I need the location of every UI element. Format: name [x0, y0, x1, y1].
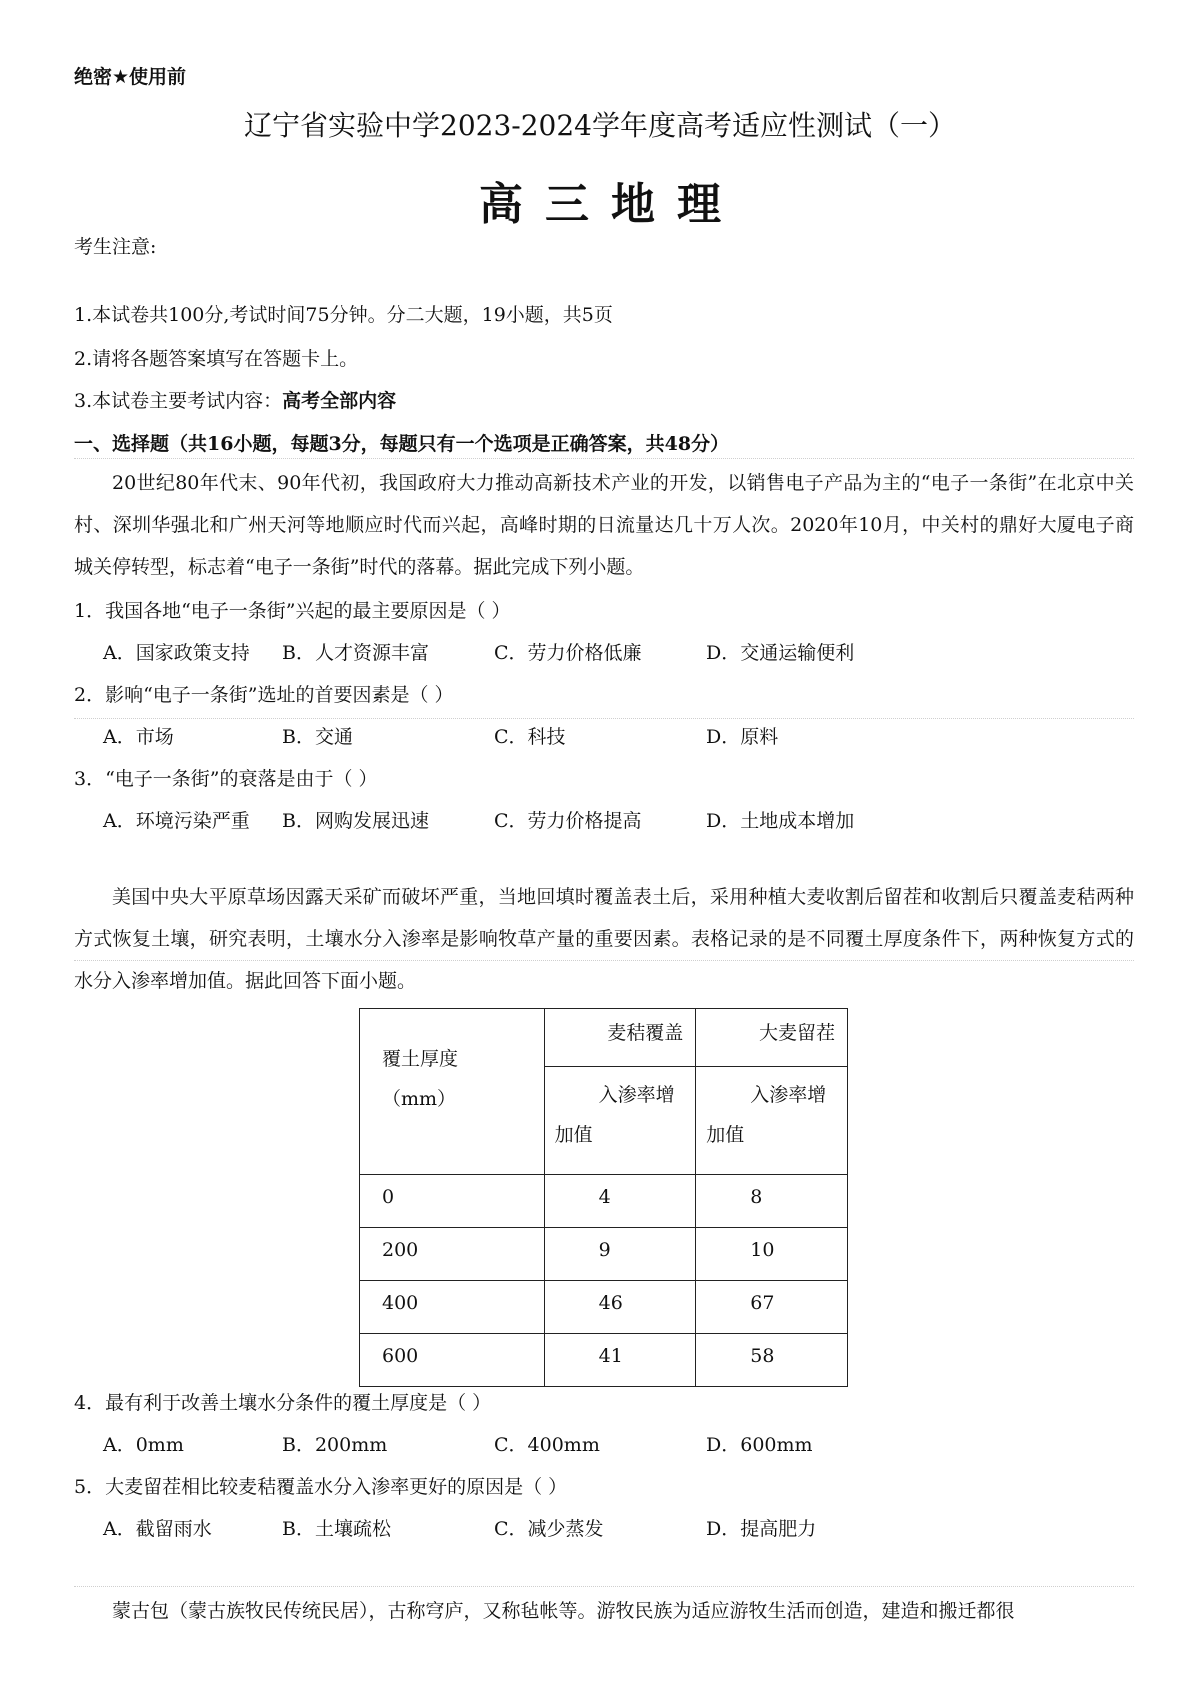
q5-option-a: A．截留雨水: [103, 1518, 212, 1540]
table-row: 400 46 67: [360, 1281, 848, 1334]
exam-title: 辽宁省实验中学2023-2024学年度高考适应性测试（一）: [244, 109, 956, 142]
dotted-divider: [74, 718, 1134, 719]
question-4-stem: 4．最有利于改善土壤水分条件的覆土厚度是（ ）: [74, 1392, 492, 1414]
q4-option-b: B．200mm: [282, 1434, 388, 1456]
q3-option-d: D．土地成本增加: [706, 810, 855, 832]
table-row: 600 41 58: [360, 1334, 848, 1387]
q2-option-b: B．交通: [282, 726, 353, 748]
subject-title: 高三地理: [479, 179, 743, 230]
q3-option-b: B．网购发展迅速: [282, 810, 429, 832]
notice-item-3: [74, 386, 396, 413]
q3-option-c: C．劳力价格提高: [494, 810, 642, 832]
notice-item-3-prefix: 3.本试卷主要考试内容：: [74, 390, 283, 412]
table-header-thickness-label: 覆土厚度: [382, 1048, 459, 1070]
q5-option-b: B．土壤疏松: [282, 1518, 391, 1540]
notice-item-1: 1.本试卷共100分,考试时间75分钟。分二大题，19小题，共5页: [74, 304, 613, 326]
q4-option-c: C．400mm: [494, 1434, 600, 1456]
table-subheader-straw: 入渗率增加值: [544, 1067, 696, 1175]
dotted-divider: [74, 458, 1134, 459]
q3-option-a: A．环境污染严重: [103, 810, 250, 832]
q1-option-d: D．交通运输便利: [706, 642, 855, 664]
dotted-divider: [74, 960, 1134, 961]
q5-option-c: C．减少蒸发: [494, 1518, 604, 1540]
confidential-label: 绝密★使用前: [74, 66, 187, 88]
passage-2: 美国中央大平原草场因露天采矿而破坏严重，当地回填时覆盖表土后，采用种植大麦收割后留茬和收割后只覆盖麦秸两种方式恢复土壤，研究表明，土壤水分入渗率是影响牧草产量的重要因素。表格记录的是不同覆土厚度条件下，两种恢复方式的水分入渗率增加值。据此回答下面小题。: [74, 886, 1134, 992]
table-header-thickness-unit: （mm）: [382, 1088, 457, 1110]
q4-option-a: A．0mm: [103, 1434, 184, 1456]
notice-item-2: 2.请将各题答案填写在答题卡上。: [74, 348, 359, 370]
q1-option-c: C．劳力价格低廉: [494, 642, 642, 664]
q2-option-c: C．科技: [494, 726, 566, 748]
question-2-stem: 2．影响“电子一条街”选址的首要因素是（ ）: [74, 684, 454, 706]
passage-1: 20世纪80年代末、90年代初，我国政府大力推动高新技术产业的开发，以销售电子产品为主的“电子一条街”在北京中关村、深圳华强北和广州天河等地顺应时代而兴起，高峰时期的日流量达几十万人次。2020年10月，中关村的鼎好大厦电子商城关停转型，标志着“电子一条街”时代的落幕。据此完成下列小题。: [74, 472, 1134, 578]
q2-option-a: A．市场: [103, 726, 174, 748]
dotted-divider: [74, 1586, 1134, 1587]
table-header-thickness: [360, 1009, 545, 1175]
question-1-stem: 1．我国各地“电子一条街”兴起的最主要原因是（ ）: [74, 600, 511, 622]
infiltration-table: [359, 1008, 848, 1387]
section-heading: 一、选择题（共16小题，每题3分，每题只有一个选项是正确答案，共48分）: [74, 433, 730, 455]
question-5-stem: 5．大麦留茬相比较麦秸覆盖水分入渗率更好的原因是（ ）: [74, 1476, 568, 1498]
q1-option-a: A．国家政策支持: [103, 642, 250, 664]
table-row: 0 4 8: [360, 1175, 848, 1228]
table-header-straw: 麦秸覆盖: [544, 1009, 696, 1067]
table-row: 200 9 10: [360, 1228, 848, 1281]
q4-option-d: D．600mm: [706, 1434, 813, 1456]
question-3-stem: 3．“电子一条街”的衰落是由于（ ）: [74, 768, 378, 790]
notice-item-3-bold: 高考全部内容: [282, 390, 397, 412]
notice-title: 考生注意:: [74, 236, 157, 258]
q2-option-d: D．原料: [706, 726, 779, 748]
table-header-stubble: 大麦留茬: [696, 1009, 848, 1067]
q1-option-b: B．人才资源丰富: [282, 642, 429, 664]
passage-3: 蒙古包（蒙古族牧民传统民居），古称穹庐，又称毡帐等。游牧民族为适应游牧生活而创造，建造和搬迁都很: [112, 1600, 1015, 1622]
q5-option-d: D．提高肥力: [706, 1518, 817, 1540]
table-subheader-stubble: 入渗率增加值: [696, 1067, 848, 1175]
